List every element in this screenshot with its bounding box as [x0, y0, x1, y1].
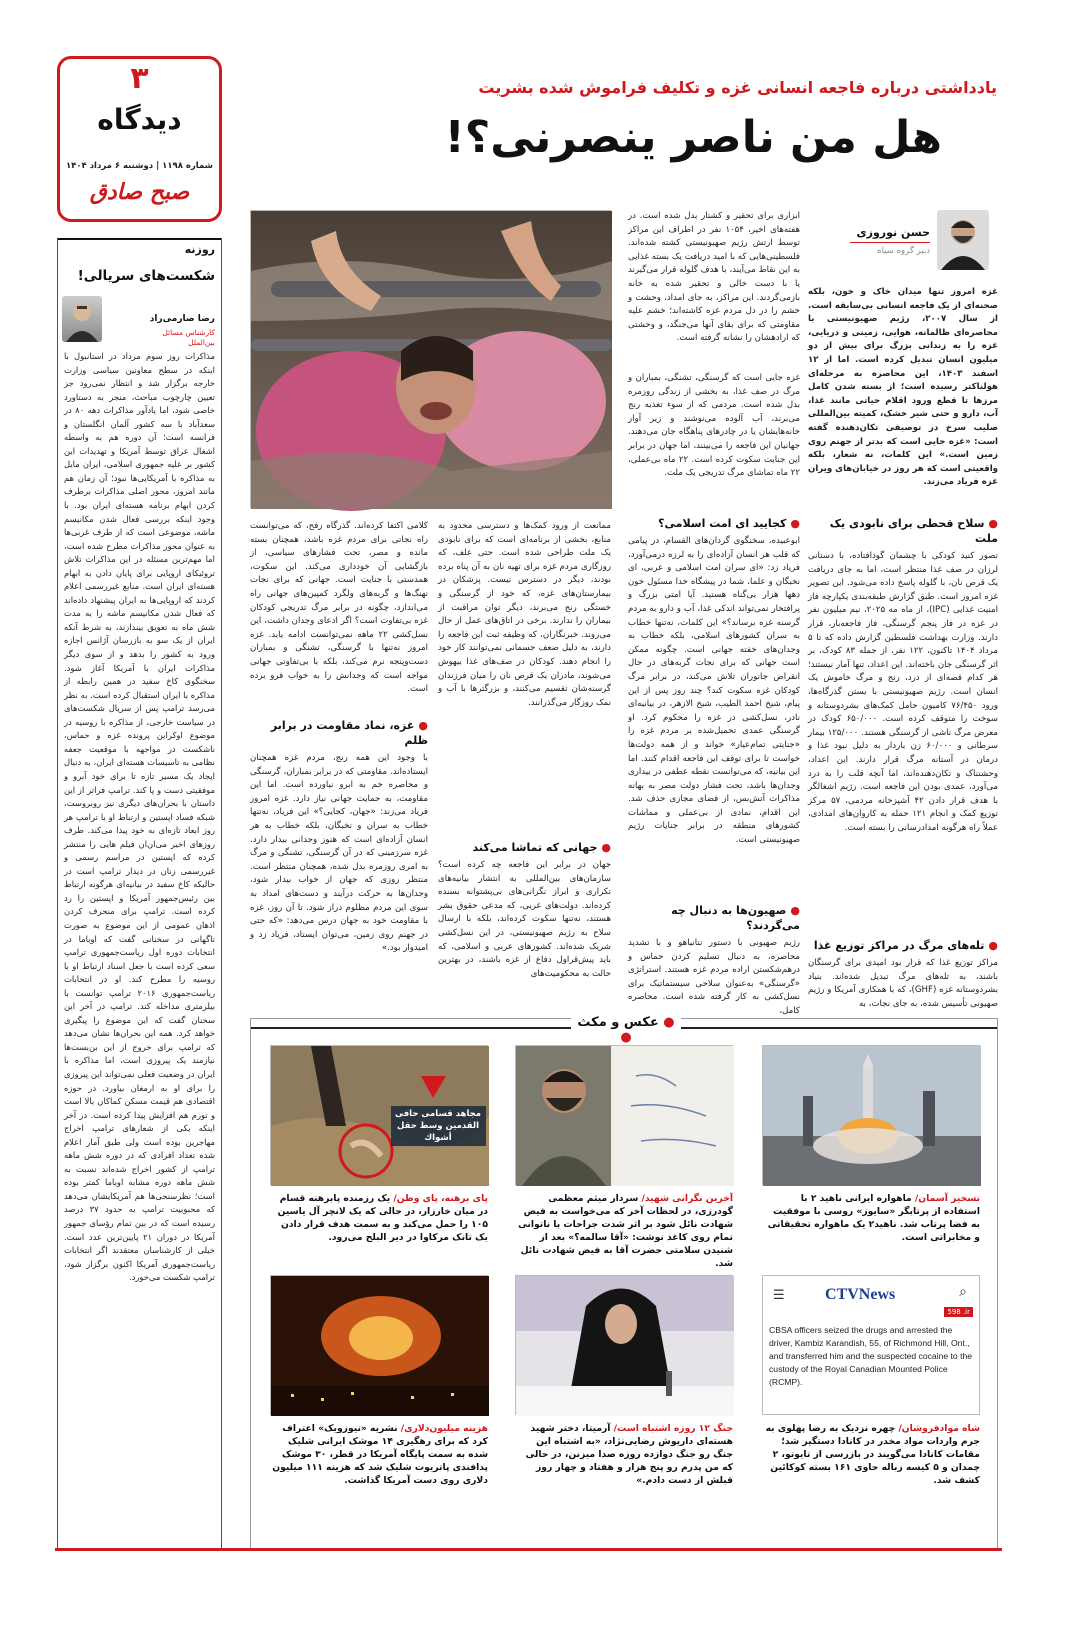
photo-barefoot-fighter [270, 1045, 488, 1185]
article-headline: هل من ناصر ینصرنی؟! [444, 112, 942, 163]
author-avatar [937, 210, 989, 270]
author-name: حسن نوروزی [856, 226, 930, 239]
sidebar-top-rule [58, 238, 221, 240]
section-title: دیدگاه [97, 103, 182, 136]
photo-armita [515, 1275, 733, 1415]
subhead-islamic-ummah: ●کجایید ای امت اسلامی؟ [658, 517, 800, 530]
caption-12-day-war: جنگ ۱۲ روزه اشتباه است/ آرمیتا، دختر شهید هسته‌ای داریوش رضایی‌نژاد، «به اشتباه این جنگ رو جنگ دوازده روزه صدا میزنن، در حالی که من پدرم رو پنج هزار و هفتاد و چهار روز قبلش از دست دادم.» [525, 1423, 733, 1486]
sidebar-body: مذاکرات روز سوم مرداد در استانبول با اینکه در سطح معاونین سیاسی وزارت خارجه برگزار شد و انتظار نمی‌رود جز تعیین چارچوب مباحث، منجر به دستاورد خاصی شود، اما یادآور مذاکرات دهه ۸۰ در سعدآباد با سه کشور آلمان انگلستان و فرانسه است؛ آن دوره هم به واسطه اشغال عراق توسط آمریکا و تهدیدات این کشور بر علیه جمهوری اسلامی، ایران مایل به مذاکره با آمریکایی‌ها نبود؛ آن زمان هم مانند امروز، محور اصلی مذاکرات برطرف کردن ابهام برنامه هسته‌ای ایران بود. با وجود اینکه بررسی فعال شدن مکانیسم ماشه، موضوعی است که از طرف غربی‌ها به عنوان محور مذاکرات مطرح شده است، اما مهم‌ترین مسئله در این مذاکرات تلاش تروئیکای اروپایی برای پایان دادن به ابهام هسته‌ای ایران است. منابع غیررسمی اعلام کردند که اروپایی‌ها به ایران پیشنهاد داده‌اند که فعال شدن مکانیسم ماشه را به مدت شش ماه به تعویق بیندازند، به شرط آنکه ایران از یک سو به بازرسان آژانس اجازه ورود به کشور را بدهد و از سوی دیگر مذاکرات ایران با آمریکا آغاز شود. سخنگوی کاخ سفید در همین رابطه از مذاکره با ایران استقبال کرده است. به نظر می‌رسد ترامپ پس از سریال شکست‌های در سیاست خارجی، از مذاکره با روسیه در موضوع اوکراین پرونده غزه و حماس، ناشکست در مواجهه با موقعیت جعفه نظامی به تاسیسات هسته‌ای ایران، به دنبال ایجاد یک مسیر تازه تا برای خود آبرو و موفقیتی دست و پا کند. ترامپ فراتر از این داستان با بحران‌های دیگری نیز روبروست، شبکه فساد اپستین و ارتباط او با ترامپ هر روز ابعاد تازه‌ای به خود پیدا می‌کند. طرف روزهای اخیر می‌ان‌ان فیلم هایی را منتشر کرده که اپستین در مراسم رسمی و غیررسمی زنان در دیدار ترامپ است در حالیکه کاخ سفید در بیانیه‌ای هرگونه ارتباط بین رئیس‌جمهور آمریکا و اپستین را رد کرده است. ترامپ برای منحرف کردن اذهان عمومی از این موضوع به صورت ناگهانی در سخنانی گفت که اوباما در انتخابات دوره اول ریاست‌جمهوری ترامپ سعی کرده است با جعل اسناد ارتباط او با روسیه را مطرح کند. او در انتخابات ریاست‌جمهوری ۲۰۱۶ ترامپ توانست با بیلرمتری مداخله کند. ترامپ در آخر این سخنان گفت که این موضوع را پیگیری خواهد کرد. همه این بحران‌ها نشان می‌دهد که ترامپ برای خروج از این بن‌بست‌ها نیازمند یک پیروزی است، اما مذاکره با ایران در وضعیت فعلی نمی‌تواند این پیروزی را برای او به ارمغان بیاورد. در حوزه اقتصادی هم قیمت مسکن کماکان بالا است و تورم هم افزایش پیدا کرده است. در آخر اینکه یکی از شعارهای ترامپ اخراج مهاجرین بوده است ولی طبق آمار اعلام شده تعداد افرادی که در دوره شش ماهه ترامپ از کشور اخراج شده‌اند نسبت به شش ماهه دوره مشابه اوباما کمتر بوده است؛ نظرسنجی‌ها هم آمریکایشان می‌دهد که محبوبیت ترامپ به حدود ۳۷ درصد رسیده است که در بین تمام رؤسای جمهور آمریکا در دوران ۲۱ پایین‌ترین عدد است. خیلی از کارشناسان معتقدند اگر انتخابات ریاست‌جمهوری آمریکا اکنون برگزار شود، ترامپ شکست می‌خورد. [64, 351, 215, 1283]
main-photo-child-food-queue [250, 210, 611, 508]
subhead-world-watching: ●جهانی که تماشا می‌کند [472, 841, 611, 854]
col2-top-text-b: غزه جایی است که گرسنگی، تشنگی، بمباران و مرگ در صف غذا، به بخشی از زندگی روزمره بدل شده است. مردمی که از سوء تغذیه رنج می‌برند، آب آلوده می‌نوشند و زیر آوار خانه‌هایشان یا در چادرهای پناهگاه جان می‌دهند. جهانیان این فاجعه را می‌بینند، اما جهان در برابر این جنایت سکوت کرده است. ۲۲ ماه بی‌عملی، ۲۲ ماه تماشای مرگ تدریجی یک ملت. [628, 373, 801, 479]
ctv-menu-icon: ☰ [773, 1288, 785, 1303]
body-zionists: رژیم صهیونی با دستور نتانیاهو و با تشدید محاصره، به دنبال تسلیم کردن حماس و درهم‌شکستن اراده مردم غزه هستند. استراتژی «گرسنگی» به‌عنوان سلاحی سیستماتیک برای نسل‌کشی به کار گرفته شده است. محاصره کامل، [628, 938, 800, 1016]
photo-ctv-news-screenshot [762, 1275, 980, 1415]
col4-lower [250, 716, 428, 1006]
search-icon: ⌕ [959, 1284, 967, 1300]
caption-martyr: آخرین نگرانی شهید/ سردار میثم معظمی گودرزی، در لحظات آخر که می‌خواست به فیض شهادت نائل شود بر اثر شدت جراحات با ناتوانی تمام روی کاغذ نوشت: «آقا سالمه؟» بعد از شنیدن سلامتی حضرت آقا به فیض شهادت نائل شد. [518, 1193, 733, 1269]
subhead-death-traps: ●تله‌های مرگ در مراکز توزیع غذا [813, 939, 998, 952]
body-famine: تصور کنید کودکی با چشمان گودافتاده، با دستانی لرزان در صف غذا منتظر است، اما به جای دریافت یک قرص نان، با گلوله پاسخ داده می‌شود. این تصویر غزه امروز است. طبق گزارش طبقه‌بندی یکپارچه فاز امنیت غذایی (IPC)، از ماه مه ۲۰۲۵، نیم میلیون نفر در غزه در فاز پنجم گرسنگی، فاز فاجعه‌بار، قرار دارند. وزارت بهداشت فلسطین گزارش داده که تا ۵ مرداد ۱۴۰۴ تاکنون، ۱۲۲ نفر، از جمله ۸۳ کودک، بر اثر گرسنگی جان باخته‌اند. این اعداد، تنها آمار نیستند؛ هر کدام قصه‌ای از درد، رنج و مرگ خاموش یک انسان است. رژیم صهیونیستی با بستن گذرگاه‌ها، ورود ۷۶/۴۵۰ کامیون حامل کمک‌های بشردوستانه و سوخت را متوقف کرده است. ۶۵۰/۰۰۰ کودک در معرض مرگ ناشی از گرسنگی هستند. ۱۲۵/۰۰۰ بیمار سرطانی و ۶۰/۰۰۰ زن باردار به دلیل نبود غذا و درمان در آستانه مرگ قرار دارند. این اعداد، وحشتناک و تکان‌دهنده‌اند، اما آنچه قلب را به درد می‌آورد، عمدی بودن این فاجعه است. رژیم اشغالگر با هدف قرار دادن ۴۲ آشپزخانه مردمی، ۵۷ مرکز توزیع کمک و انجام ۱۲۱ حمله به کاروان‌های امدادی، عملاً راه هرگونه امدادرسانی را بسته است. [808, 551, 998, 833]
body-islamic-ummah: ابوعبیده، سخنگوی گردان‌های القسام، در پیامی که قلب هر انسان آزاده‌ای را به لرزه درمی‌آورد، فریاد زد: «ای سران امت اسلامی و عربی، ای نخبگان و علما، شما در پیشگاه خدا مسئول خون دهها هزار بی‌گناه هستید. آیا امتی بزرگ و پرافتخار نمی‌تواند اندکی غذا، آب و دارو به مردم گرسنه غزه برساند؟» این کلمات، نه‌تنها خطاب به سران کشورهای اسلامی، بلکه خطاب به وجدان‌های خفته جهانی است. چگونه ممکن است جهانی که برای نجات گربه‌های در حال انقراض جانوران تلاش می‌کند، در برابر مرگ کودکان غزه سکوت کند؟ چند روز پس از این پیام، شیخ احمد الطیب، شیخ الازهر، در بیانیه‌ای نادر، نسل‌کشی در غزه را محکوم کرد. او گرسنگی عمدی تحمیل‌شده بر مردم غزه را «جنایتی تمام‌عیار» خواند و از همه دولت‌ها خواست تا برای توقف این فاجعه اقدام کنند. اما این بیانیه، که می‌توانست نقطه عطفی در بیداری وجدان‌ها باشد، تحت فشار دولت مصر به بهانه مذاکرات آتش‌بس، از فضای مجازی حذف شد. این اقدام، نمادی از بی‌عملی و مماشات کشورهای منطقه در برابر جنایات رژیم صهیونیستی است. [628, 536, 800, 846]
sidebar-author-name: رضا صارمی‌راد [149, 314, 215, 324]
ctv-article-text: CBSA officers seized the drugs and arrested the driver, Kambiz Karandish, 55, of Richmond Hill, Ont., and transferred him and the suspected cocaine to the custody of the Royal Canadian Mounted Police (RCMP). [769, 1325, 973, 1387]
body-world-watching: جهان در برابر این فاجعه چه کرده است؟ سازمان‌های بین‌المللی به انتشار بیانیه‌های تکراری و ابراز نگرانی‌های بی‌پشتوانه بسنده کرده‌اند. دولت‌های غربی، که مدعی حقوق بشر هستند، نه‌تنها سکوت کرده‌اند، بلکه با ارسال سلاح به رژیم صهیونیستی، در این نسل‌کشی شریک شده‌اند. کشورهای عربی و اسلامی، که باید پیش‌قراول دفاع از غزه باشند، در بهترین حالت به محکومیت‌های [438, 860, 611, 979]
sidebar-column [57, 238, 222, 1548]
subhead-famine: ●سلاح قحطی برای نابودی یک ملت [829, 517, 998, 545]
col3-lower [438, 838, 611, 1003]
issue-line: شماره ۱۱۹۸ | دوشنبه ۶ مرداد ۱۴۰۴ [65, 161, 214, 171]
article-intro: غزه امروز تنها میدان خاک و خون، بلکه صحنه‌ای از یک فاجعه انسانی بی‌سابقه است. از سال ۲۰۰۷، رژیم صهیونیستی با محاصره‌ای ظالمانه، هوایی، زمینی و دریایی، غزه را به زندانی بزرگ برای بیش از دو میلیون انسان تبدیل کرده است. اما از ۱۲ اسفند ۱۴۰۳، این محاصره به مرحله‌ای هولناکتر رسیده است؛ از بسته شدن کامل مرزها تا قطع ورود اقلام حیاتی مانند غذا، آب، دارو و حتی شیر خشک، کمیته بین‌المللی صلیب سرخ در توصیفی تکان‌دهنده گفته است: «غزه جایی است که بدتر از جهنم روی زمین است.» این کلمات، نه شعار، بلکه واقعیتی است که هر روز در خیابان‌های ویران غزه فریاد می‌زند. [808, 287, 999, 488]
ctv-badge: 598 .ir [944, 1307, 973, 1317]
photo-section-title: ● عکس و مکث ● [571, 1015, 681, 1045]
caption-drug-dealer: شاه موادفروشان/ چهره نزدیک به رضا پهلوی به جرم واردات مواد مخدر در کانادا دستگیر شد؛ مقامات کانادا می‌گویند در بازرسی از تایوتو، ۲ چمدان و ۵ کیسه زباله حاوی ۱۶۱ بسته کوکائین کشف شد. [765, 1423, 980, 1486]
body-resistance: با وجود این همه رنج، مردم غزه همچنان ایستاده‌اند. مقاومتی که در برابر بمباران، گرسنگی و محاصره خم به ابرو نیاورده است. اما این مقاومت، به حمایت جهانی نیاز دارد. غزه امروز فریاد می‌زند: «جهان، کجایی؟» این فریاد، نه‌تنها خطاب به سران و نخبگان، بلکه خطاب به هر انسان آزاده‌ای است که هنوز وجدانی بیدار دارد. غزه سرزمینی که در آن گرسنگی، تشنگی و مرگ به امری روزمره بدل شده، همچنان منتظر است. منتظر روزی که جهان از خواب بیدار شود، وجدان‌ها به حرکت درآیند و دست‌های امداد به سوی این مردم مظلوم دراز شود. تا آن روز، غزه با مقاومت خود به جهان درس می‌دهد: «که حتی در جهنم روی زمین، می‌توان ایستاد، فریاد زد و امیدوار بود.» [250, 753, 428, 954]
caption-barefoot: پای برهنه، پای وطن/ یک رزمنده پابرهنه قسام در میان خارزار، در حالی که یک لانچر آل یاسین ۱۰۵ را حمل می‌کند و به سمت هدف قرار دادن یک تانک مرکاوا در دیر البلح می‌رود. [277, 1193, 488, 1243]
subhead-resistance: ●غزه، نماد مقاومت در برابر ظلم [270, 719, 428, 747]
ctv-logo: CTVNews [825, 1286, 896, 1303]
body-death-traps: مراکز توزیع غذا که قرار بود امیدی برای گرسنگان باشند، به تله‌های مرگ تبدیل شده‌اند. بنیاد بشردوستانه غزه (GHF)، که با همکاری آمریکا و رژیم صهیونی تأسیس شده، به جای نجات، به [808, 958, 998, 1009]
photo-martyr-note [515, 1045, 733, 1185]
col4-text-a: کلامی اکتفا کرده‌اند. گذرگاه رفح، که می‌توانست راه نجاتی برای مردم غزه باشد، همچنان بسته مانده و مصر، تحت فشارهای سیاسی، از بازگشایی آن خودداری می‌کند. این سکوت، همدستی با جنایت است. جهانی که برای نجات نهنگ‌ها و گربه‌های ولگرد کمپین‌های جهانی راه می‌اندازد، چگونه در برابر مرگ تدریجی کودکان غزه بی‌تفاوت است؟ اگر ادعای وجدان داشت، این نسل‌کشی ۲۲ ماهه نمی‌توانست ادامه یابد. غزه امروز نه‌تنها با گرسنگی، تشنگی و بمباران دست‌وپنجه نرم می‌کند، بلکه با بی‌تفاوتی جهانی مواجه است که وجدانش را به خواب فرو برده است. [250, 521, 428, 695]
sidebar-author-avatar [62, 296, 102, 342]
masthead-box [57, 56, 222, 222]
author-rule [850, 242, 930, 243]
photo-satellite-launch [762, 1045, 980, 1185]
photo-overlay-caption: مجاهد قسامی حافی القدمین وسط حقل أشواك [394, 1109, 482, 1143]
page-frame-bottom-line [55, 1548, 1002, 1551]
caption-million-dollar: هزینه میلیون‌دلاری/ نشریه «نیوزویک» اعتراف کرد که برای رهگیری ۱۴ موشک ایرانی شلیک شده به سمت پایگاه آمریکا در قطر، ۳۰ موشک پدافندی پاتریوت شلیک شد که هزینه ۱۱۱ میلیون دلاری روی دست آمریکا گذاشت. [272, 1423, 488, 1486]
author-role: دبیر گروه سیاه [877, 246, 930, 256]
col2-lower [628, 512, 800, 1016]
col1-lower [808, 508, 998, 1028]
col2-top-text: ابزاری برای تحقیر و کشتار بدل شده است. در هفته‌های اخیر، ۱۰۵۴ نفر در اطراف این مراکز توسط ارتش رژیم صهیونیستی کشته شده‌اند. فلسطینی‌هایی که با امید دریافت یک بسته غذایی به این نقاط می‌آیند، با هدف گلوله قرار می‌گیرند یا با دست خالی و تحقیر شده به خانه بازمی‌گردند. این مراکز، به جای امداد، وحشت و خشم را در دل مردم غزه کاشته‌اند؛ خشم علیه مقاومتی که برای بقای آنها می‌جنگد، و وحشتی که ارادهشان را نشانه گرفته است. [628, 211, 800, 344]
caption-satellite: تسخیر آسمان/ ماهواره ایرانی ناهید ۲ با استفاده از پرتابگر «سایوز» روسی با موفقیت به فضا پرتاب شد. ناهید۲ یک ماهواره تحقیقاتی و مخابراتی است. [767, 1193, 980, 1243]
newspaper-logo: صبح صادق [89, 179, 190, 205]
sidebar-title: شکست‌های سریالی! [77, 268, 215, 284]
sidebar-author-role: کارشناس مسائل بین‌الملل [162, 328, 215, 347]
sidebar-label: روزنه [184, 243, 215, 256]
article-kicker: یادداشتی درباره فاجعه انسانی غزه و تکلیف فراموش شده بشریت [478, 78, 997, 97]
page-number: ۳ [130, 61, 149, 96]
col3-text-a: ممانعت از ورود کمک‌ها و دسترسی محدود به منابع، بخشی از برنامه‌ای است که برای نابودی یک ملت طراحی شده است. حتی علف، که روزگاری مردم غزه برای تهیه نان به آن پناه برده بودند، دیگر در دسترس نیست. پزشکان در بیمارستان‌های غزه، که خود از گرسنگی و خستگی رنج می‌برند، دیگر توان مراقبت از بیماران را ندارند. برخی در اتاق‌های عمل از حال می‌روند. خبرنگاران، که وظیفه ثبت این فاجعه را دارند، به دلیل ضعف جسمانی نمی‌توانند کار خود را انجام دهند. کودکان در صف‌های غذا بیهوش می‌شوند، مادران یک قرص نان را میان فرزندان گرسنه‌شان تقسیم می‌کنند، و بزرگترها با آب و نمک روزگار می‌گذرانند. [438, 521, 611, 708]
subhead-zionists: ●صهیون‌ها به دنبال چه می‌گردند؟ [671, 904, 800, 932]
photo-qatar-explosion [270, 1275, 488, 1415]
